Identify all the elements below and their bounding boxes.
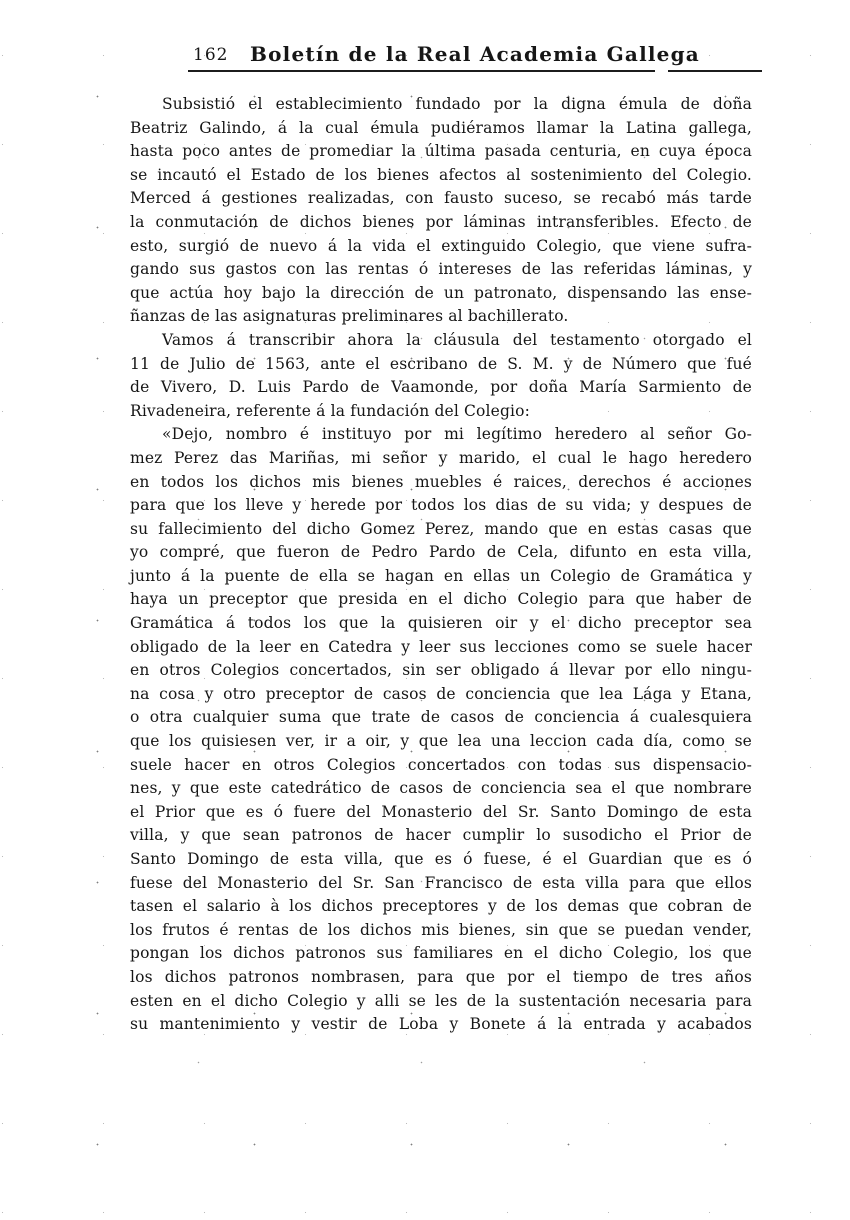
text-line: «Dejo, nombro é instituyo por mi legítimo heredero al señor Go- bbox=[162, 425, 752, 444]
text-line: yo compré, que fueron de Pedro Pardo de Cela, difunto en esta villa, bbox=[130, 543, 752, 562]
text-line: na cosa y otro preceptor de casos de conciencia que lea Lága y Etana, bbox=[130, 684, 752, 703]
text-line: Santo Domingo de esta villa, que es ó fuese, é el Guardian que es ó bbox=[130, 850, 752, 868]
text-line: la conmutación de dichos bienes por láminas intransferibles. Efecto de bbox=[130, 212, 752, 231]
text-line: en otros Colegios concertados, sin ser obligado á llevar por ello ningu- bbox=[130, 661, 752, 680]
text-line: esto, surgió de nuevo á la vida el extinguido Colegio, que viene sufra- bbox=[130, 236, 752, 255]
text-line: obligado de la leer en Catedra y leer sus lecciones como se suele hacer bbox=[130, 637, 752, 656]
text-line: esten en el dicho Colegio y alli se les de la sustentación necesaria para bbox=[130, 991, 752, 1010]
page-number: 162 bbox=[193, 45, 229, 65]
text-line: su mantenimiento y vestir de Loba y Bonete á la entrada y acabados bbox=[130, 1015, 752, 1034]
text-line: tasen el salario à los dichos preceptores y de los demas que cobran de bbox=[130, 897, 752, 916]
text-line: Subsistió el establecimiento fundado por la digna émula de doña bbox=[162, 95, 752, 113]
header-rule-left-segment bbox=[188, 70, 655, 72]
text-line: para que los lleve y herede por todos los dias de su vida; y despues de bbox=[130, 496, 752, 515]
text-line: suele hacer en otros Colegios concertados con todas sus dispensacio- bbox=[130, 755, 752, 774]
text-line: Vamos á transcribir ahora la cláusula del testamento otorgado el bbox=[162, 330, 752, 349]
text-line: Gramática á todos los que la quisieren oir y el dicho preceptor sea bbox=[130, 614, 752, 633]
text-line: o otra cualquier suma que trate de casos de conciencia á cualesquiera bbox=[130, 708, 752, 727]
text-line: hasta poco antes de promediar la última pasada centuria, en cuya época bbox=[130, 142, 752, 161]
text-line: su fallecimiento del dicho Gomez Perez, mando que en estas casas que bbox=[130, 519, 752, 538]
text-line: villa, y que sean patronos de hacer cumplir lo susodicho el Prior de bbox=[130, 826, 752, 845]
text-line: los dichos patronos nombrasen, para que por el tiempo de tres años bbox=[130, 967, 752, 986]
text-line: Rivadeneira, referente á la fundación del Colegio: bbox=[130, 401, 530, 420]
paragraph bbox=[130, 93, 752, 329]
header-rule-right-segment bbox=[668, 70, 762, 72]
text-line: de Vivero, D. Luis Pardo de Vaamonde, por doña María Sarmiento de bbox=[130, 378, 752, 397]
text-line: 11 de Julio de 1563, ante el escribano de S. M. y de Número que fué bbox=[130, 354, 752, 373]
text-line: los frutos é rentas de los dichos mis bienes, sin que se puedan vender, bbox=[130, 920, 752, 939]
text-line: que actúa hoy bajo la dirección de un patronato, dispensando las ense- bbox=[130, 283, 752, 302]
text-line: se incautó el Estado de los bienes afectos al sostenimiento del Colegio. bbox=[130, 165, 752, 184]
paragraph bbox=[130, 329, 752, 423]
page-body bbox=[130, 93, 752, 1037]
text-line: Beatriz Galindo, á la cual émula pudiéramos llamar la Latina gallega, bbox=[130, 118, 752, 137]
text-line: fuese del Monasterio del Sr. San Francisco de esta villa para que ellos bbox=[130, 873, 752, 892]
text-line: junto á la puente de ella se hagan en ellas un Colegio de Gramática y bbox=[130, 566, 752, 585]
header-rule bbox=[188, 70, 762, 73]
text-line: Merced á gestiones realizadas, con fausto suceso, se recabó más tarde bbox=[130, 189, 752, 208]
text-line: pongan los dichos patronos sus familiares en el dicho Colegio, los que bbox=[130, 944, 752, 963]
text-line: nes, y que este catedrático de casos de conciencia sea el que nombrare bbox=[130, 779, 752, 798]
text-line: haya un preceptor que presida en el dicho Colegio para que haber de bbox=[130, 590, 752, 609]
text-line: el Prior que es ó fuere del Monasterio del Sr. Santo Domingo de esta bbox=[130, 802, 752, 821]
header-title: Boletín de la Real Academia Gallega bbox=[250, 42, 700, 66]
text-line: gando sus gastos con las rentas ó intereses de las referidas láminas, y bbox=[130, 260, 752, 279]
text-line: ñanzas de las asignaturas preliminares al bachillerato. bbox=[130, 307, 569, 326]
text-line: en todos los dichos mis bienes muebles é raices, derechos é acciones bbox=[130, 472, 752, 491]
page-header bbox=[0, 42, 850, 70]
text-line: mez Perez das Mariñas, mi señor y marido, el cual le hago heredero bbox=[130, 448, 752, 467]
paragraph bbox=[130, 423, 752, 1036]
text-line: que los quisiesen ver, ir a oir, y que lea una leccion cada día, como se bbox=[130, 732, 752, 751]
